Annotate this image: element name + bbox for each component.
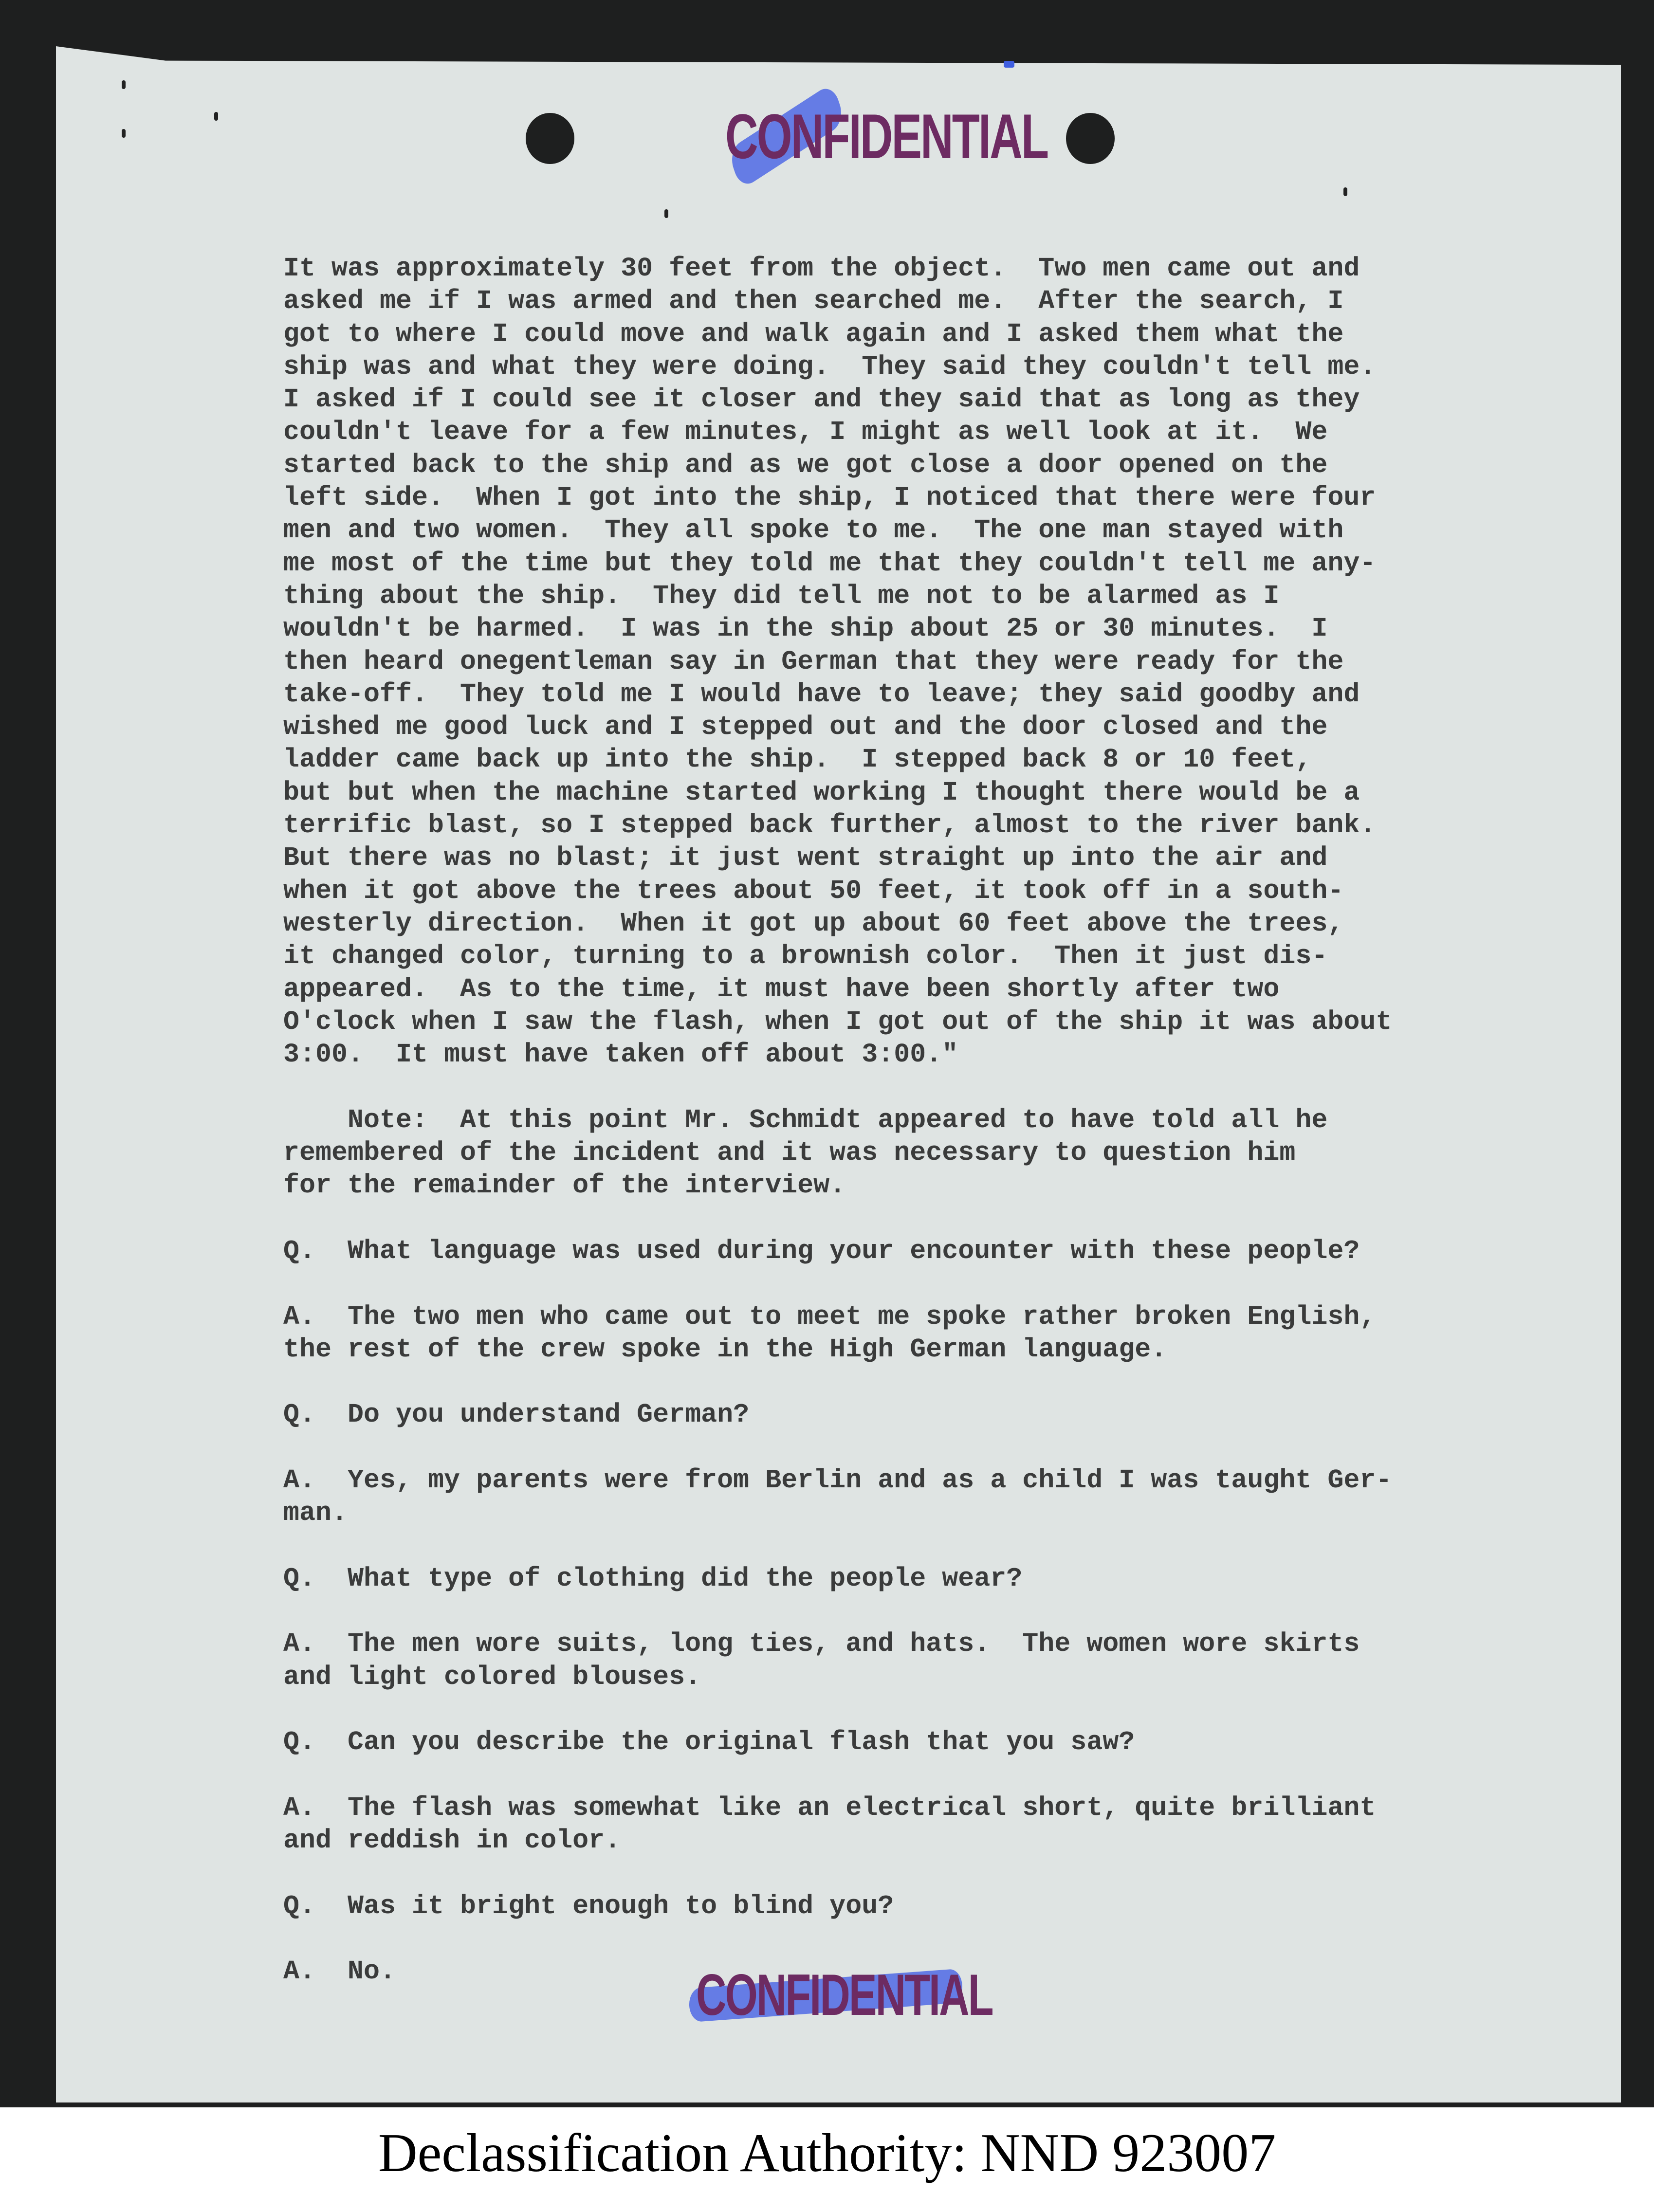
text-line: then heard onegentleman say in German that they were ready for the <box>283 646 1344 677</box>
text-line: left side. When I got into the ship, I noticed that there were four <box>283 482 1376 513</box>
confidential-stamp-top <box>725 100 1048 173</box>
text-line: I asked if I could see it closer and they said that as long as they <box>283 384 1360 415</box>
text-line: A. The flash was somewhat like an electrical short, quite brilliant <box>283 1792 1376 1823</box>
text-line: men and two women. They all spoke to me. The one man stayed with <box>283 515 1344 546</box>
text-line <box>283 1431 1392 1464</box>
text-line: ship was and what they were doing. They said they couldn't tell me. <box>283 351 1376 382</box>
text-line: appeared. As to the time, it must have been shortly after two <box>283 973 1280 1005</box>
text-line <box>283 1595 1392 1627</box>
text-line: westerly direction. When it got up about 60 feet above the trees, <box>283 908 1344 939</box>
text-line <box>283 1759 1392 1792</box>
text-line: A. The men wore suits, long ties, and hats. The women wore skirts <box>283 1628 1360 1660</box>
ink-mark <box>1004 61 1014 68</box>
stamp-text: CONFIDENTIAL <box>725 101 1048 172</box>
speck <box>214 112 218 121</box>
text-line: 3:00. It must have taken off about 3:00." <box>283 1039 958 1070</box>
text-line: ladder came back up into the ship. I stepped back 8 or 10 feet, <box>283 744 1312 775</box>
text-line: remembered of the incident and it was necessary to question him <box>283 1137 1296 1169</box>
text-line: Q. Do you understand German? <box>283 1399 750 1430</box>
text-line: started back to the ship and as we got close a door opened on the <box>283 449 1328 480</box>
text-line: Note: At this point Mr. Schmidt appeared to have told all he <box>283 1104 1328 1135</box>
punch-hole-left <box>526 113 574 164</box>
text-line: Q. What type of clothing did the people wear? <box>283 1563 1023 1594</box>
text-line: man. <box>283 1498 348 1529</box>
text-line: thing about the ship. They did tell me not to be alarmed as I <box>283 580 1280 611</box>
text-line <box>283 1366 1392 1398</box>
speck <box>664 209 668 218</box>
text-line: got to where I could move and walk again and I asked them what the <box>283 318 1344 349</box>
text-line: wouldn't be harmed. I was in the ship about 25 or 30 minutes. I <box>283 613 1328 644</box>
text-line <box>283 1693 1392 1726</box>
confidential-stamp-bottom <box>696 1961 992 2029</box>
text-line <box>283 1922 1392 1955</box>
text-line <box>283 1202 1392 1235</box>
text-line: when it got above the trees about 50 feet, it took off in a south- <box>283 875 1344 906</box>
text-line: O'clock when I saw the flash, when I got out of the ship it was about <box>283 1006 1392 1037</box>
text-line: and light colored blouses. <box>283 1661 701 1692</box>
speck <box>122 129 126 138</box>
text-line <box>283 1267 1392 1300</box>
text-line: but but when the machine started working I thought there would be a <box>283 777 1360 808</box>
text-line: the rest of the crew spoke in the High German language. <box>283 1334 1167 1365</box>
text-line: It was approximately 30 feet from the object. Two men came out and <box>283 253 1360 284</box>
text-line <box>283 1530 1392 1562</box>
text-line: A. The two men who came out to meet me spoke rather broken English, <box>283 1301 1376 1332</box>
text-line: couldn't leave for a few minutes, I might as well look at it. We <box>283 417 1328 448</box>
text-line: for the remainder of the interview. <box>283 1170 846 1201</box>
text-line: asked me if I was armed and then searched me. After the search, I <box>283 286 1344 317</box>
text-line: Q. Was it bright enough to blind you? <box>283 1890 894 1921</box>
declassification-caption: Declassification Authority: NND 923007 <box>378 2123 1276 2183</box>
text-line: Q. Can you describe the original flash that you saw? <box>283 1727 1135 1758</box>
typewritten-text <box>283 252 1392 1988</box>
text-line: terrific blast, so I stepped back further, almost to the river bank. <box>283 810 1376 841</box>
text-line <box>283 1857 1392 1890</box>
speck <box>1343 187 1347 196</box>
text-line: me most of the time but they told me that they couldn't tell me any- <box>283 548 1376 579</box>
text-line: A. No. <box>283 1956 396 1987</box>
text-line: wished me good luck and I stepped out and the door closed and the <box>283 712 1328 743</box>
speck <box>122 80 126 89</box>
punch-hole-right <box>1066 113 1115 164</box>
text-line: But there was no blast; it just went straight up into the air and <box>283 842 1328 874</box>
text-line: Q. What language was used during your encounter with these people? <box>283 1235 1360 1266</box>
text-line: A. Yes, my parents were from Berlin and as a child I was taught Ger- <box>283 1464 1392 1496</box>
text-line: and reddish in color. <box>283 1825 621 1856</box>
stamp-text: CONFIDENTIAL <box>696 1962 992 2028</box>
text-line: take-off. They told me I would have to leave; they said goodby and <box>283 678 1360 710</box>
text-line: it changed color, turning to a brownish color. Then it just dis- <box>283 941 1328 972</box>
text-line <box>283 1071 1392 1103</box>
